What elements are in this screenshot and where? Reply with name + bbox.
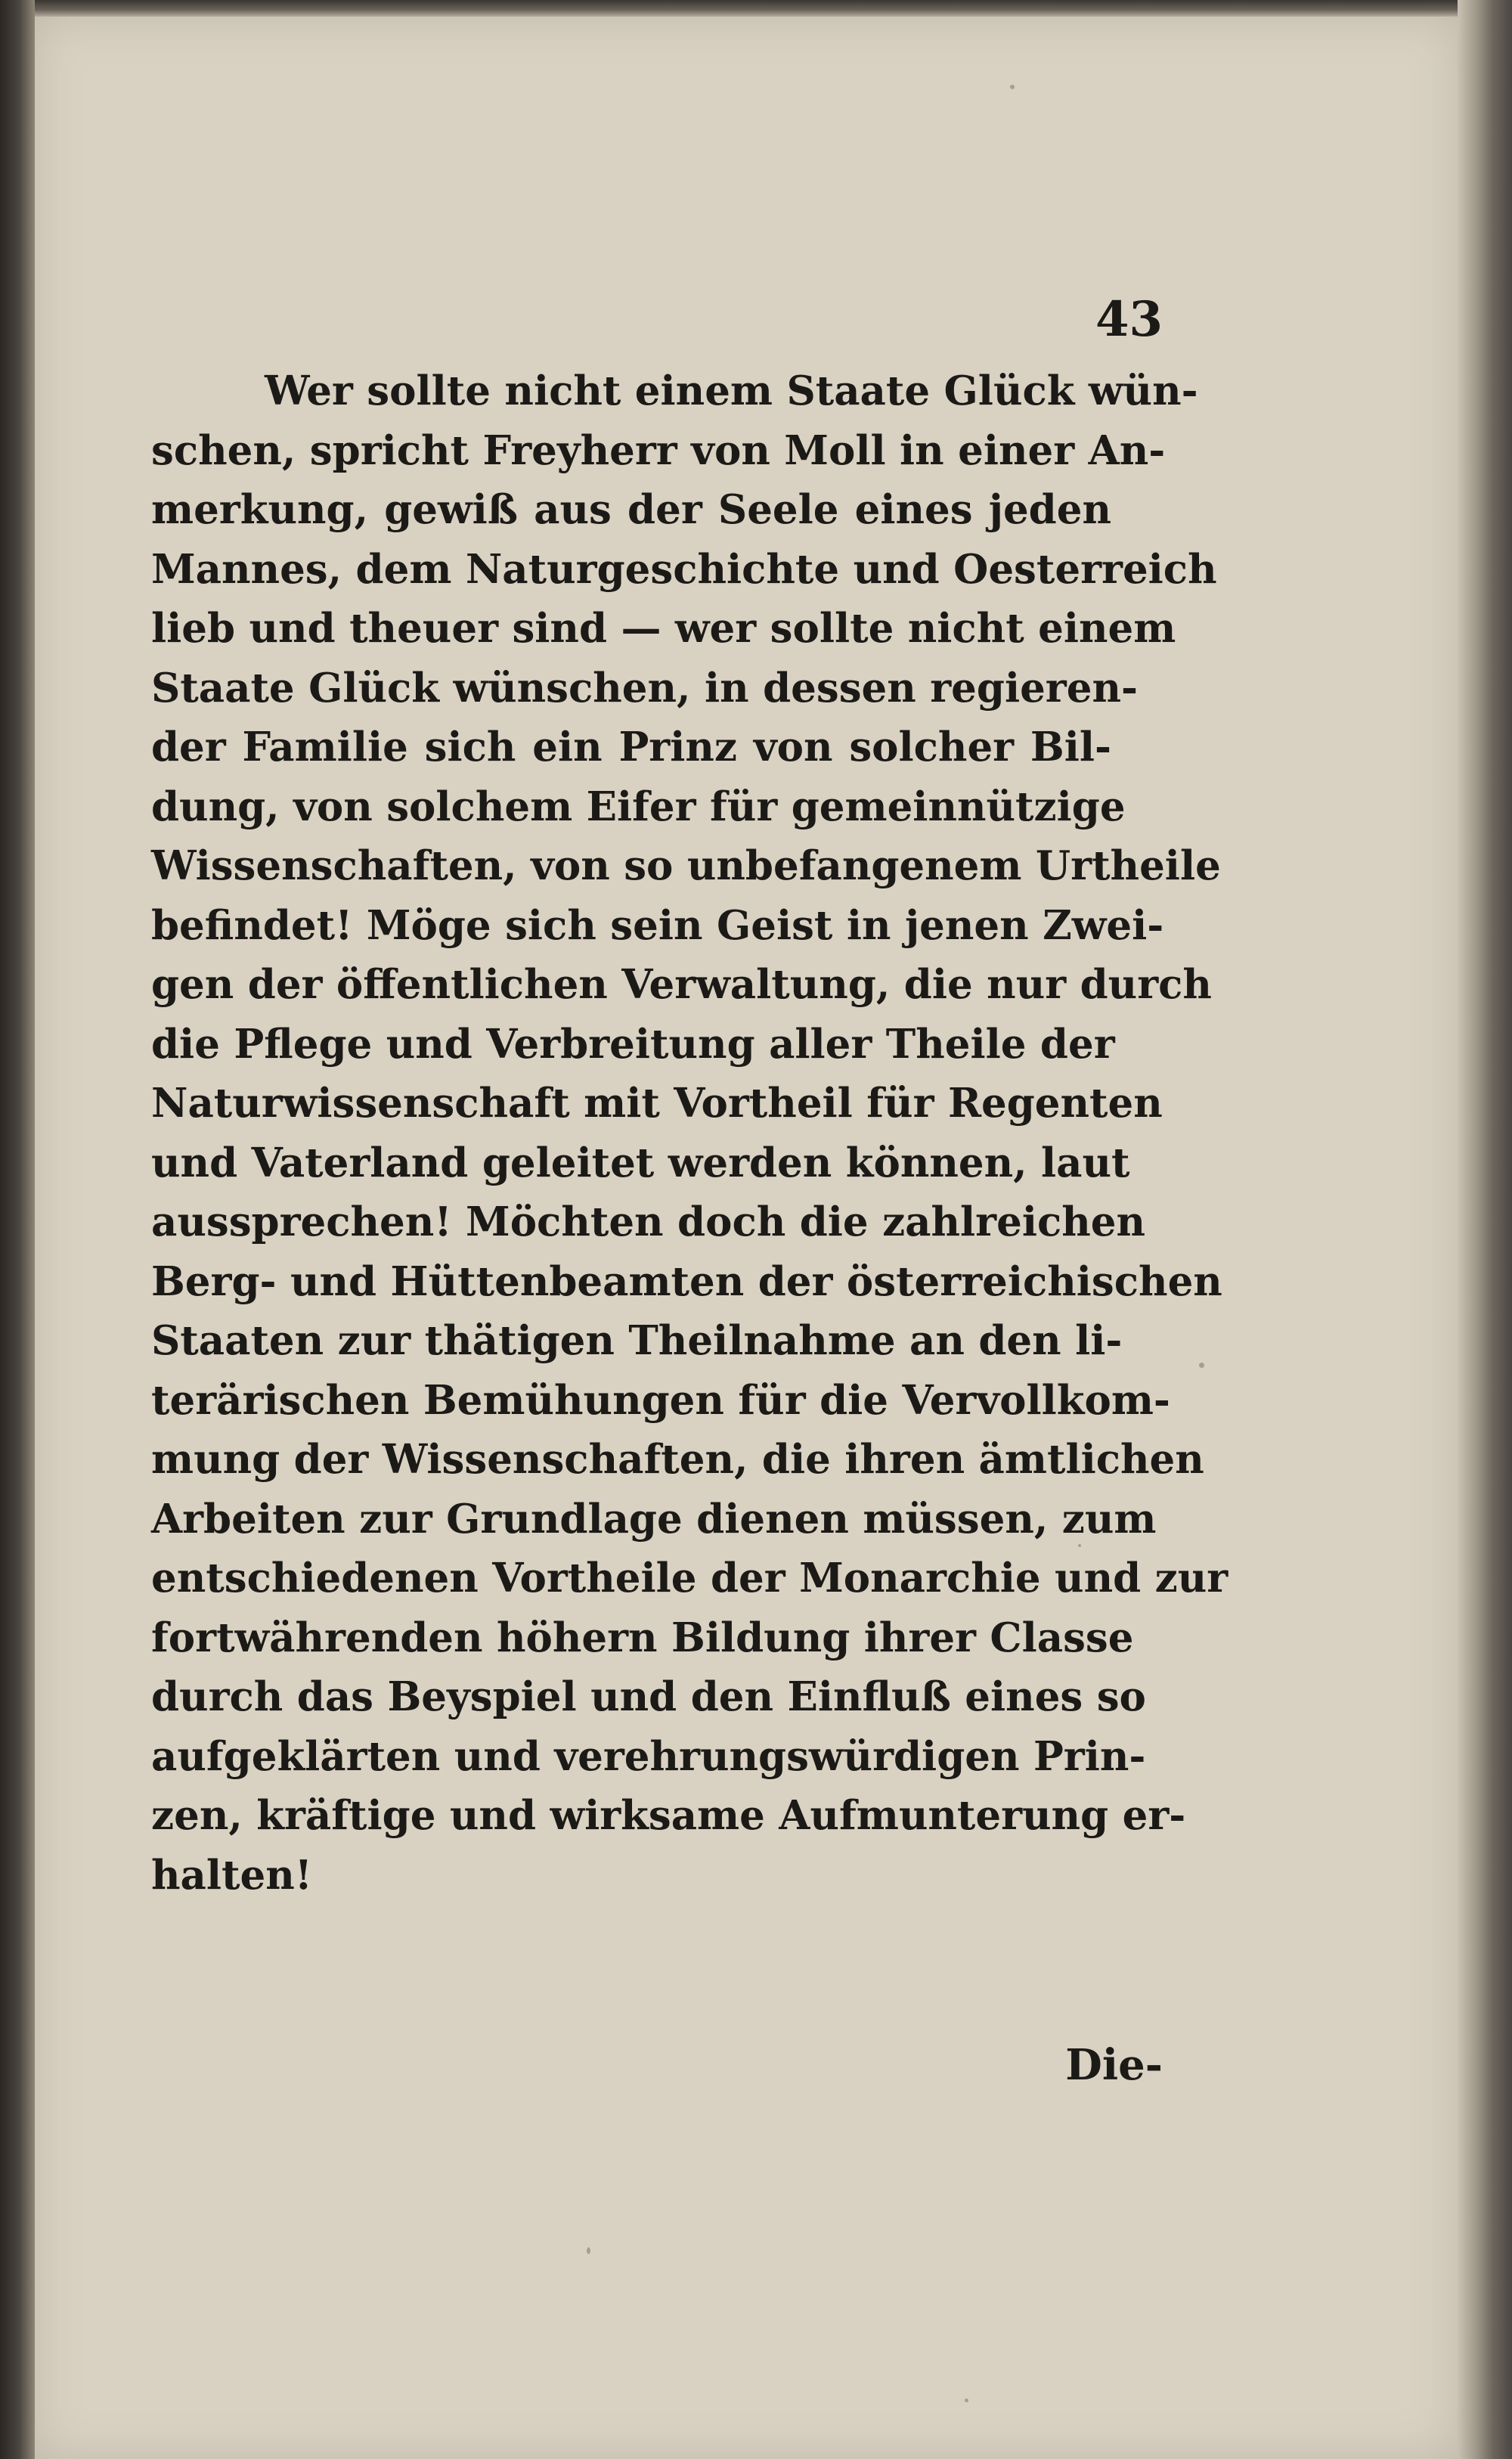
text-line: mung der Wissenschaften, die ihren ämtlichen [151,1436,1204,1483]
text-line: fortwährenden höhern Bildung ihrer Classe [151,1614,1134,1661]
text-line: Berg- und Hüttenbeamten der österreichischen [151,1257,1222,1305]
text-line: zen, kräftige und wirksame Aufmunterung er- [151,1792,1186,1839]
paper-speck [587,2247,590,2254]
text-line: merkung, gewiß aus der Seele eines jeden [151,486,1111,533]
body-paragraph [151,361,1228,1905]
catchword: Die- [1065,2040,1163,2090]
paper-speck [1199,1363,1204,1368]
book-binding-right [1458,0,1512,2459]
text-line: schen, spricht Freyherr von Moll in einer An- [151,426,1166,474]
page-top-edge [0,0,1512,17]
text-line: und Vaterland geleitet werden können, laut [151,1139,1130,1186]
text-line: Wer sollte nicht einem Staate Glück wün- [265,367,1198,414]
paper-speck [965,2399,968,2402]
text-line: entschiedenen Vortheile der Monarchie und zur [151,1555,1228,1602]
text-line: Arbeiten zur Grundlage dienen müssen, zum [151,1495,1157,1543]
text-line: Staate Glück wünschen, in dessen regieren- [151,664,1138,712]
text-line: halten! [151,1851,313,1899]
text-line: Wissenschaften, von so unbefangenem Urtheile [151,842,1221,889]
text-line: lieb und theuer sind — wer sollte nicht einem [151,605,1176,652]
text-line: Mannes, dem Naturgeschichte und Oesterreich [151,545,1217,593]
text-line: aufgeklärten und verehrungswürdigen Prin- [151,1732,1146,1780]
text-line: durch das Beyspiel und den Einfluß eines so [151,1673,1146,1720]
page-number: 43 [1095,291,1163,348]
paper-speck [1010,85,1015,89]
text-line: terärischen Bemühungen für die Vervollkom- [151,1376,1170,1424]
text-line: der Familie sich ein Prinz von solcher Bil- [151,724,1111,771]
text-line: Staaten zur thätigen Theilnahme an den li- [151,1317,1123,1364]
text-line: die Pflege und Verbreitung aller Theile der [151,1020,1115,1068]
text-line: befindet! Möge sich sein Geist in jenen Zwei- [151,901,1164,949]
book-binding-left [0,0,35,2459]
text-line: dung, von solchem Eifer für gemeinnützige [151,783,1126,830]
text-line: aussprechen! Möchten doch die zahlreichen [151,1198,1146,1245]
text-line: Naturwissenschaft mit Vortheil für Regenten [151,1080,1163,1127]
text-line: gen der öffentlichen Verwaltung, die nur durch [151,961,1212,1008]
